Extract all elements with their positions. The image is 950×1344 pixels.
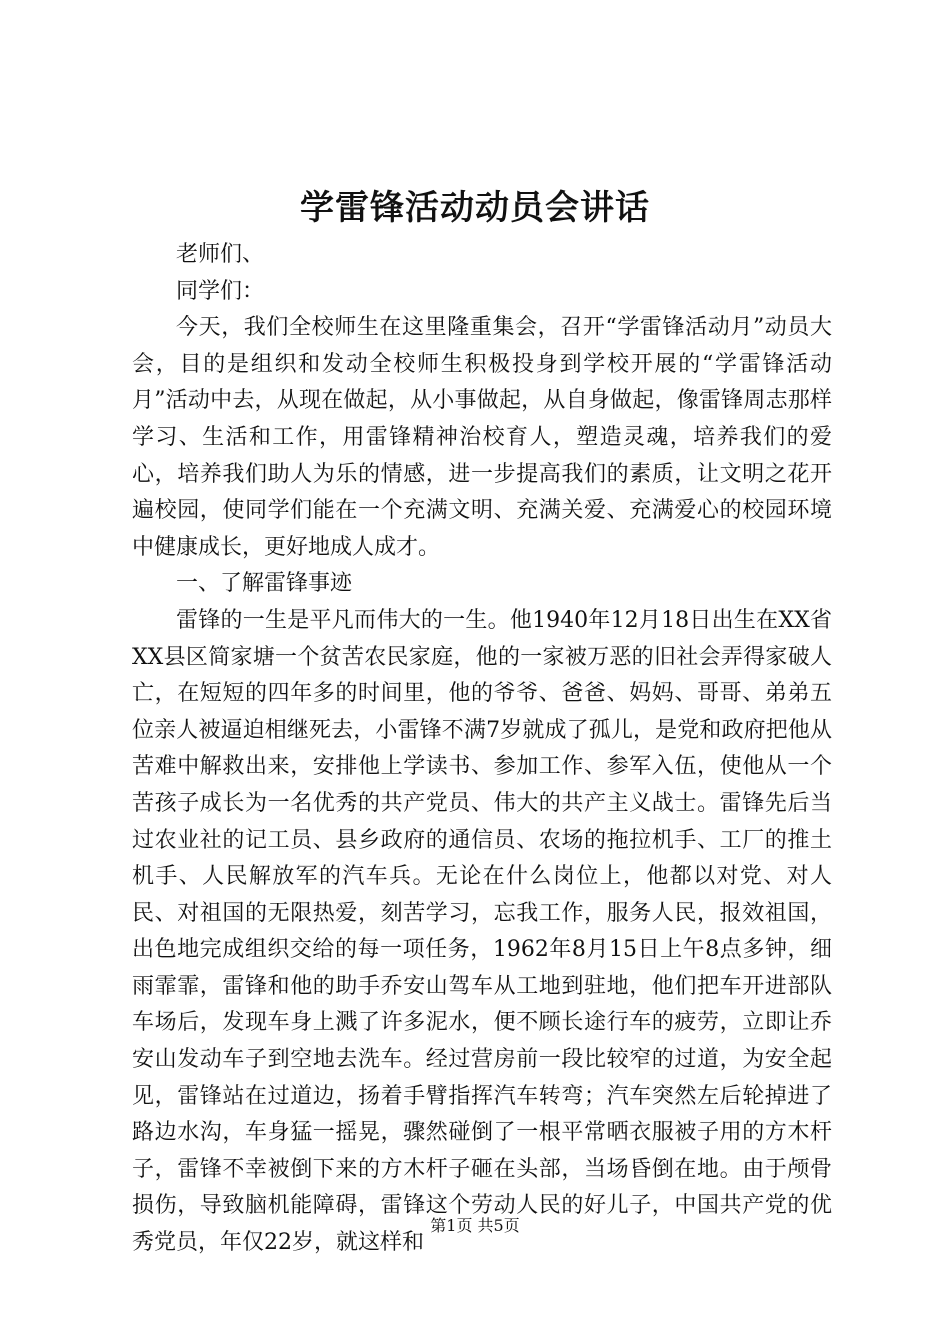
salutation-teachers: 老师们、 [176, 242, 265, 267]
document-body [132, 237, 832, 1262]
intro-paragraph: 今天，我们全校师生在这里隆重集会，召开“学雷锋活动月”动员大会，目的是组织和发动全校师生积极投身到学校开展的“学雷锋活动月”活动中去，从现在做起，从小事做起，从自身做起，像雷锋周志那样学习、生活和工作，用雷锋精神治校育人，塑造灵魂，培养我们的爱心，培养我们助人为乐的情感，进一步提高我们的素质，让文明之花开遍校园，使同学们能在一个充满文明、充满关爱、充满爱心的校园环境中健康成长，更好地成人成才。 [132, 315, 832, 560]
salutation-students: 同学们： [176, 278, 265, 304]
page-footer: 第1页 共5页 [430, 1216, 520, 1235]
section-heading: 一、了解雷锋事迹 [176, 571, 353, 597]
body-paragraph: 雷锋的一生是平凡而伟大的一生。他1940年12月18日出生在XX省XX县区简家塘一个贫苦农民家庭，他的一家被万恶的旧社会弄得家破人亡，在短短的四年多的时间里，他的爷爷、爸爸、妈妈、哥哥、弟弟五位亲人被逼迫相继死去，小雷锋不满7岁就成了孤儿，是党和政府把他从苦难中解救出来，安排他上学读书、参加工作、参军入伍，使他从一个苦孩子成长为一名优秀的共产党员、伟大的共产主义战士。雷锋先后当过农业社的记工员、县乡政府的通信员、农场的拖拉机手、工厂的推土机手、人民解放军的汽车兵。无论在什么岗位上，他都以对党、对人民、对祖国的无限热爱，刻苦学习，忘我工作，服务人民，报效祖国，出色地完成组织交给的每一项任务，1962年8月15日上午8点多钟，细雨霏霏，雷锋和他的助手乔安山驾车从工地到驻地，他们把车开进部队车场后，发现车身上溅了许多泥水，便不顾长途行车的疲劳，立即让乔安山发动车子到空地去洗车。经过营房前一段比较窄的过道，为安全起见，雷锋站在过道边，扬着手臂指挥汽车转弯；汽车突然左后轮掉进了路边水沟，车身猛一摇晃，骤然碰倒了一根平常晒衣服被子用的方木杆子，雷锋不幸被倒下来的方木杆子砸在头部，当场昏倒在地。由于颅骨损伤，导致脑机能障碍，雷锋这个劳动人民的好儿子，中国共产党的优秀党员，年仅22岁，就这样和 [132, 607, 832, 1256]
document-title: 学雷锋活动动员会讲话 [300, 188, 650, 228]
